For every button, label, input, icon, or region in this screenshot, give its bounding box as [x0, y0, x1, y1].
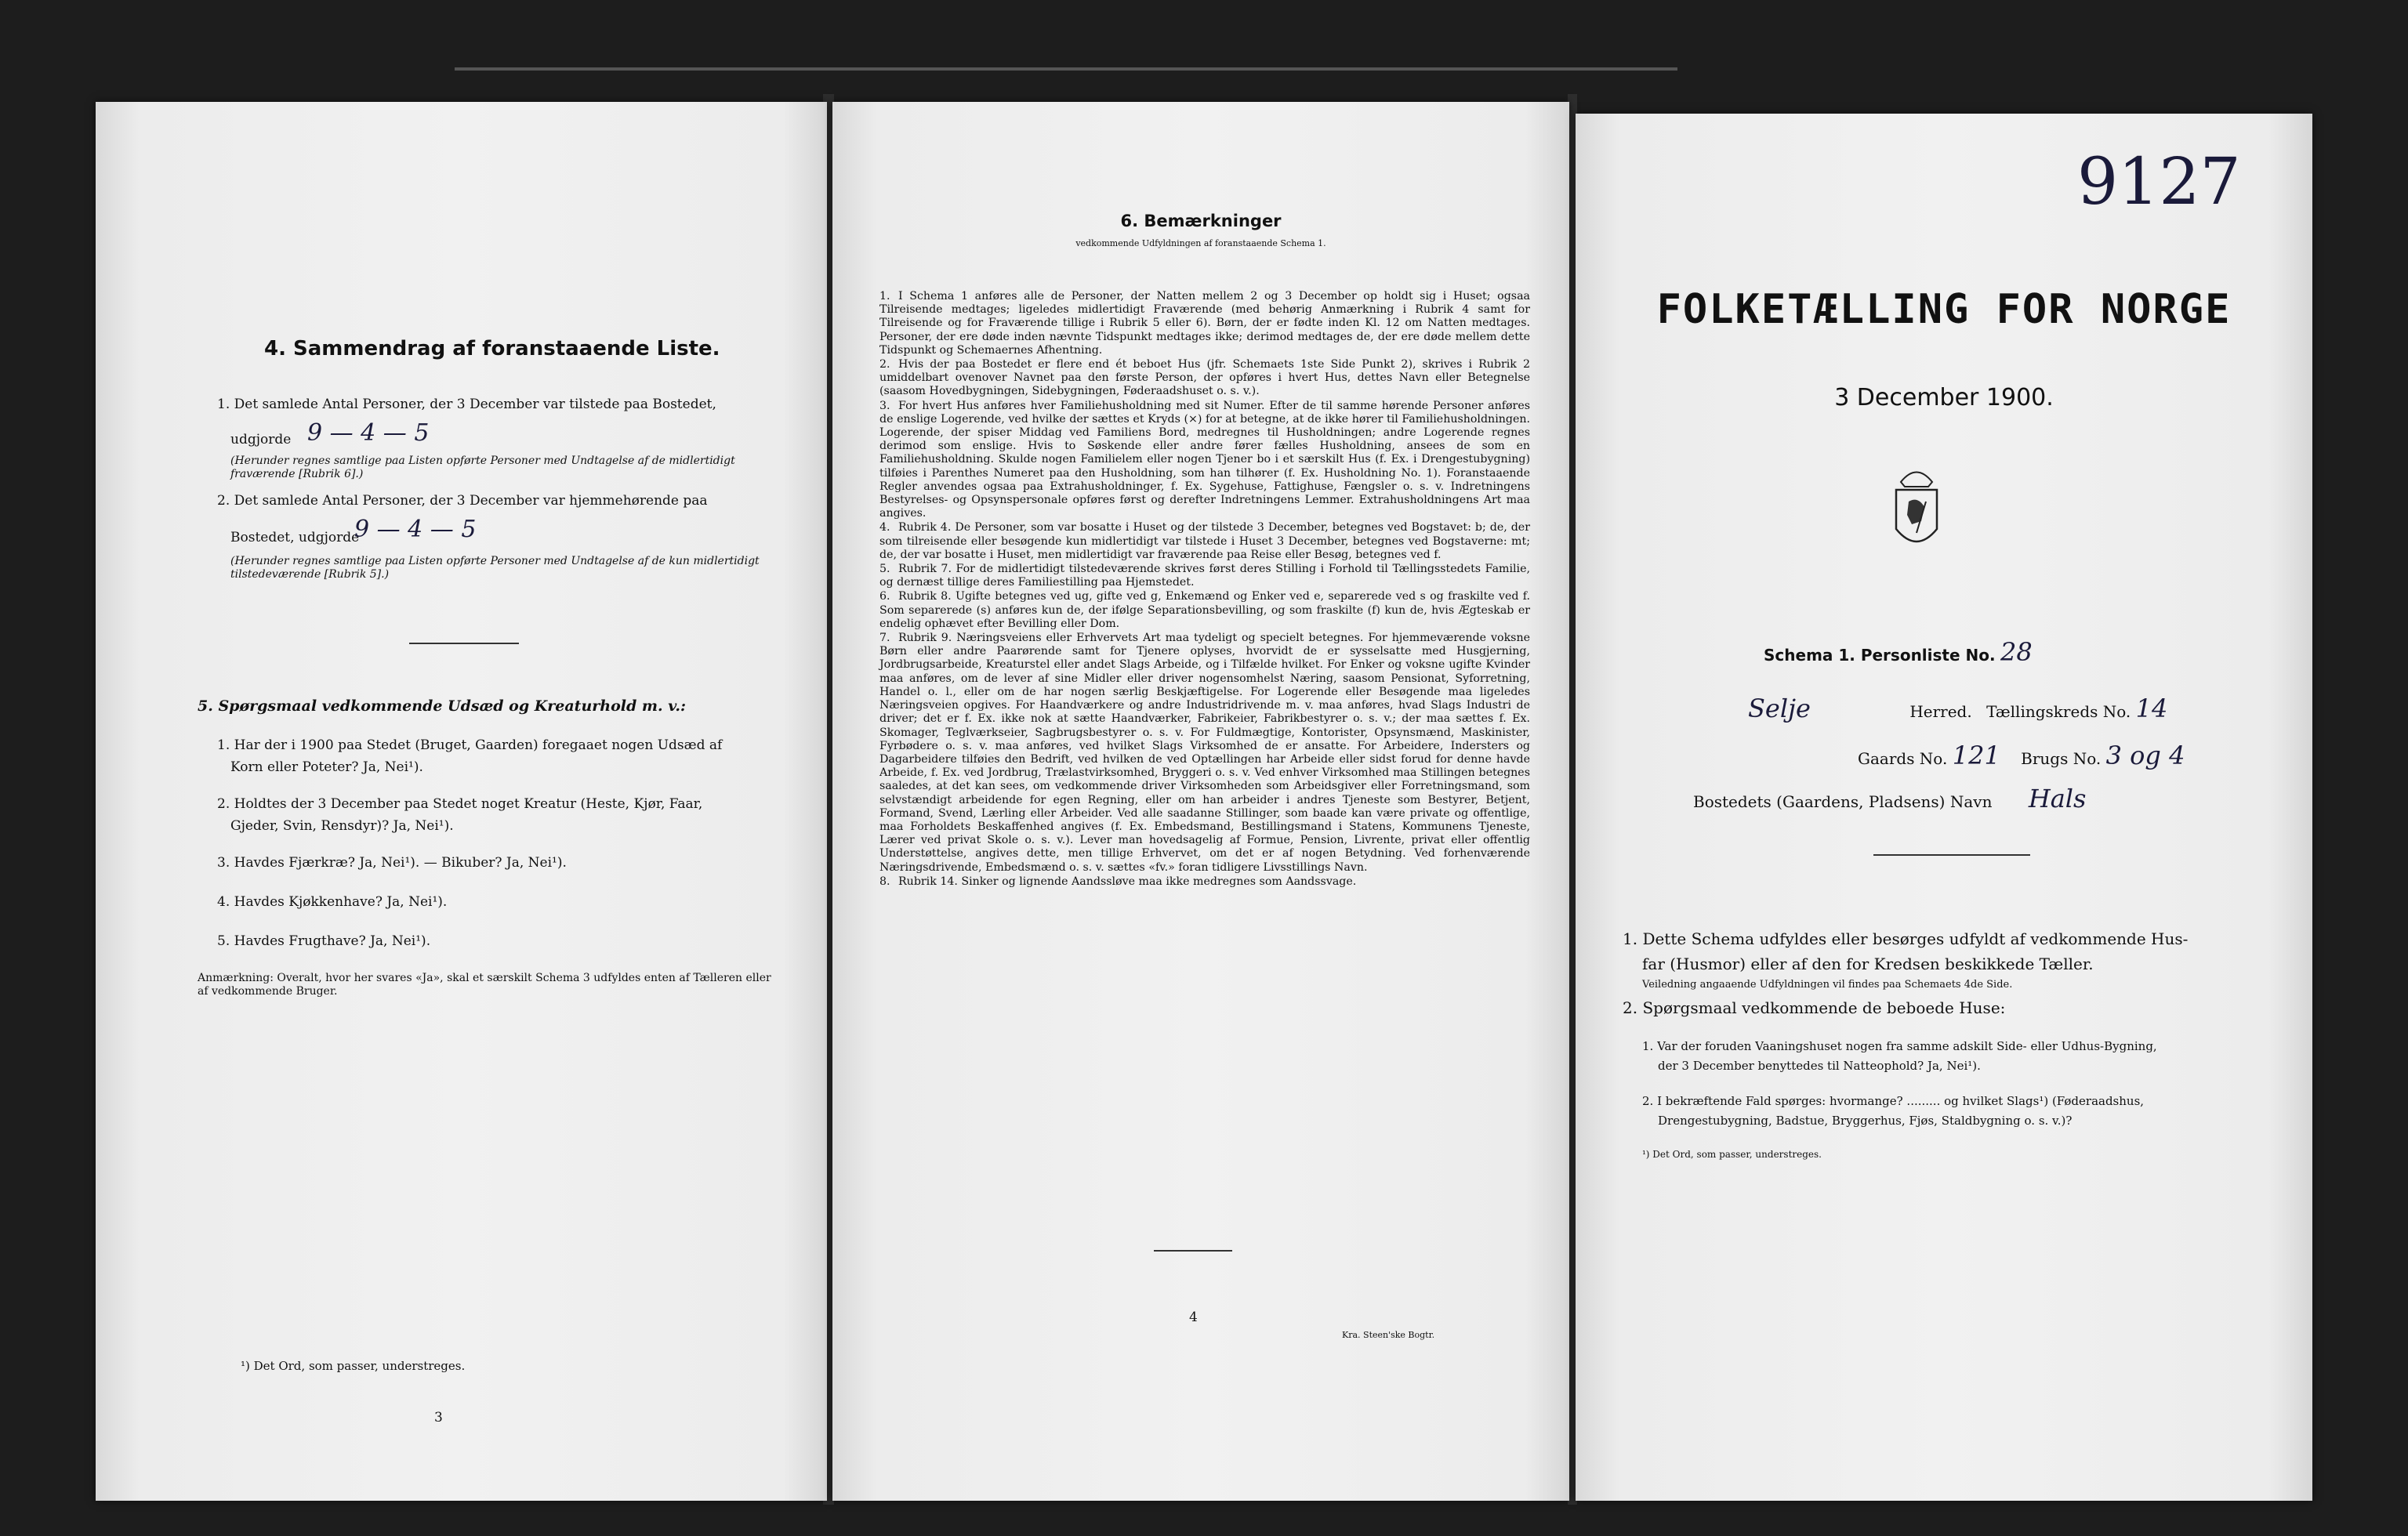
scan-top-edge — [455, 67, 1677, 71]
item2-line1: 2. Det samlede Antal Personer, der 3 December var hjemmehørende paa — [217, 493, 708, 509]
item2-note: (Herunder regnes samtlige paa Listen opførte Personer med Undtagelse af de kun midlertidigt tilstedeværende [Rubrik 5].) — [230, 555, 760, 581]
cover-date: 3 December 1900. — [1834, 384, 2054, 411]
question-2b: Drengestubygning, Badstue, Bryggerhus, Fjøs, Staldbygning o. s. v.)? — [1658, 1114, 2073, 1128]
schema-label: Schema 1. Personliste No. 28 — [1764, 637, 2033, 667]
q5: 5. Havdes Frugthave? Ja, Nei¹). — [217, 933, 431, 949]
q1-line2: Korn eller Poteter? Ja, Nei¹). — [230, 759, 423, 775]
item1-note: (Herunder regnes samtlige paa Listen opførte Personer med Undtagelse af de midlertidigt fraværende [Rubrik 6].) — [230, 455, 735, 480]
instruction-1b: far (Husmor) eller af den for Kredsen beskikkede Tæller. — [1642, 955, 2094, 973]
question-1b: der 3 December benyttedes til Natteophold? Ja, Nei¹). — [1658, 1059, 1981, 1073]
cover-title: FOLKETÆLLING FOR NORGE — [1656, 286, 2232, 333]
footnote: ¹) Det Ord, som passer, understreges. — [241, 1359, 466, 1373]
note-item: 6. Rubrik 8. Ugifte betegnes ved ug, gifte ved g, Enkemænd og Enker ved e, separerede ved s og fraskilte ved f. Som separerede (s) anføres kun de, der ifølge Separationsbevilling, og som fraskilte (f) kun de, hvis Ægteskab er endelig ophævet efter Bevilling eller Dom. — [879, 590, 1530, 630]
question-2a: 2. I bekræftende Fald spørges: hvormange? ......... og hvilket Slags¹) (Føderaadshus, — [1642, 1094, 2145, 1108]
note-item: 1. I Schema 1 anføres alle de Personer, der Natten mellem 2 og 3 December op holdt sig i Huset; ogsaa Tilreisende medtages; ligeledes midlertidigt Fraværende (med behørig Anmærkning i Rubrik 4 samt for Tilreisende og for Fraværende tillige i Rubrik 5 eller 6). Børn, der er fødte inden Kl. 12 om Natten medtages. Personer, der ere døde inden nævnte Tidspunkt medtages ikke; derimod medtages de, der ere døde mellem dette Tidspunkt og Schemaernes Afhentning. — [879, 290, 1530, 357]
herred-name: Selje — [1748, 694, 1811, 723]
divider — [1154, 1250, 1232, 1252]
item1-line2: udgjorde — [230, 432, 292, 447]
note-item: 2. Hvis der paa Bostedet er flere end ét beboet Hus (jfr. Schemaets 1ste Side Punkt 2), skrives i Rubrik 2 umiddelbart ovenover Navnet paa den første Person, der opføres i hvert Hus, dettes Navn eller Betegnelse (saasom Hovedbygningen, Sidebygningen, Føderaadshuset o. s. v.). — [879, 358, 1530, 398]
footnote: ¹) Det Ord, som passer, understreges. — [1642, 1149, 1822, 1160]
coat-of-arms-icon — [1885, 458, 1948, 560]
page-number: 3 — [434, 1410, 443, 1426]
notes-list — [879, 290, 1530, 889]
q1-line1: 1. Har der i 1900 paa Stedet (Bruget, Gaarden) foregaaet nogen Udsæd af — [217, 737, 723, 753]
question-1a: 1. Var der foruden Vaaningshuset nogen fra samme adskilt Side- eller Udhus-Bygning, — [1642, 1039, 2157, 1053]
q3: 3. Havdes Fjærkræ? Ja, Nei¹). — Bikuber? Ja, Nei¹). — [217, 855, 567, 871]
q2-line2: Gjeder, Svin, Rensdyr)? Ja, Nei¹). — [230, 818, 454, 834]
gaards-row: Gaards No. 121 Brugs No. 3 og 4 — [1858, 741, 2185, 770]
item1-handwritten: 9 — 4 — 5 — [307, 419, 430, 447]
instruction-1c: Veiledning angaaende Udfyldningen vil findes paa Schemaets 4de Side. — [1642, 979, 2013, 991]
section-5-title: 5. Spørgsmaal vedkommende Udsæd og Kreaturhold m. v.: — [198, 697, 686, 715]
section-4-title: 4. Sammendrag af foranstaaende Liste. — [264, 337, 720, 360]
item2-handwritten: 9 — 4 — 5 — [354, 516, 477, 543]
gaards-number: 121 — [1952, 741, 2000, 770]
page-number: 4 — [1189, 1310, 1198, 1325]
note-item: 5. Rubrik 7. For de midlertidigt tilstedeværende skrives først deres Stilling i Forhold til Tællingsstedets Familie, og dernæst tillige deres Familiestilling paa Hjemstedet. — [879, 563, 1530, 589]
section-6-subtitle: vedkommende Udfyldningen af foranstaaende Schema 1. — [1075, 238, 1326, 248]
brugs-number: 3 og 4 — [2105, 741, 2185, 770]
note-item: 3. For hvert Hus anføres hver Familiehusholdning med sit Numer. Efter de til samme hørende Personer anføres de enslige Logerende, ved hvilke der sættes et Kryds (×) for at betegne, at de ikke hører til Familiehusholdningen. Logerende, der spiser Middag ved Familiens Bord, medregnes til Husholdningen; andre Logerende regnes derimod som enslige. Hvis to Søskende eller andre fører fælles Husholdning, ansees de som en Familiehusholdning. Skulde nogen Familielem eller nogen Tjener bo i et særskilt Hus (f. Ex. i Drengestubygning) tilføies i Parenthes Numeret paa den Husholdning, som han tilhører (f. Ex. Husholdning No. 1). Foranstaaende Regler anvendes ogsaa paa Extrahusholdninger, f. Ex. Sygehuse, Fattighuse, Fængsler o. s. v. Indretningens Bestyrelses- og Opsynspersonale opføres først og derefter Indretningens Lemmer. Extrahusholdningens Art maa angives. — [879, 399, 1530, 520]
instruction-2: 2. Spørgsmaal vedkommende de beboede Huse: — [1623, 998, 2006, 1017]
item1-line1: 1. Det samlede Antal Personer, der 3 December var tilstede paa Bostedet, — [217, 397, 716, 412]
herred-row: Selje Herred. Tællingskreds No. 14 — [1748, 694, 2168, 723]
printer-imprint: Kra. Steen'ske Bogtr. — [1342, 1330, 1435, 1340]
cover-page — [1576, 114, 2312, 1501]
note-item: 8. Rubrik 14. Sinker og lignende Aandssløve maa ikke medregnes som Aandssvage. — [879, 875, 1357, 888]
q2-line1: 2. Holdtes der 3 December paa Stedet noget Kreatur (Heste, Kjør, Faar, — [217, 796, 703, 812]
kreds-number: 14 — [2135, 694, 2168, 723]
bosted-row: Bostedets (Gaardens, Pladsens) Navn Hals — [1693, 784, 2087, 813]
schema-number: 28 — [2000, 637, 2033, 667]
instruction-1a: 1. Dette Schema udfyldes eller besørges udfyldt af vedkommende Hus- — [1623, 929, 2189, 948]
page-4 — [832, 102, 1569, 1501]
q4: 4. Havdes Kjøkkenhave? Ja, Nei¹). — [217, 894, 448, 910]
divider — [409, 643, 519, 644]
ornament-divider — [1873, 854, 2030, 856]
archive-number: 9127 — [2077, 145, 2241, 219]
note-item: 7. Rubrik 9. Næringsveiens eller Erhvervets Art maa tydeligt og specielt betegnes. For hjemmeværende voksne Børn eller andre Paarørende samt for Tjenere oplyses, hvorvidt de er sysselsatte med Husgjerning, Jordbrugsarbeide, Kreaturstel eller andet Slags Arbeide, og i Tilfælde hvilket. For Enker og voksne ugifte Kvinder maa anføres, om de lever af sine Midler eller driver nogensomhelst Næring, saasom Pensionat, Syforretning, Handel o. l., eller om de har nogen særlig Beskjæftigelse. For Logerende eller Besøgende maa ligeledes Næringsveien opgives. For Haandværkere og andre Industridrivende m. v. maa anføres, hvad Slags Industri de driver; det er f. Ex. ikke nok at sætte Haandværker, Fabrikeier, Fabrikbestyrer o. s. v.; der maa sættes f. Ex. Skomager, Teglværkseier, Sagbrugsbestyrer o. s. v. For Fuldmægtige, Kontorister, Opsynsmænd, Maskinister, Fyrbødere o. s. v. maa anføres, ved hvilket Slags Virksomhed de er ansatte. For Arbeidere, Indersters og Dagarbeidere tilføies den Bedrift, ved hvilken de ved Optællingen har Arbeide eller sidst forud for denne havde Arbeide, f. Ex. ved Jordbrug, Trælastvirksomhed, Bryggeri o. s. v. Ved enhver Virksomhed maa Stillingen betegnes saaledes, at det kan sees, om vedkommende driver Virksomheden som Arbeidsgiver eller Forretningsmand, som selvstændigt arbeidende for egen Regning, eller om han arbeider i andres Tjeneste som Bestyrer, Betjent, Formand, Svend, Lærling eller Arbeider. Ved alle saadanne Stillinger, som baade kan være private og offentlige, maa Forholdets Beskaffenhed angives (f. Ex. Embedsmand, Bestillingsmand i Statens, Kommunens Tjeneste, Lærer ved privat Skole o. s. v.). Lever man hovedsagelig af Formue, Pension, Livrente, privat eller offentlig Understøttelse, angives dette, men tillige Erhvervet, om det er af nogen Betydning. Ved forhenværende Næringsdrivende, Embedsmænd o. s. v. sættes «fv.» foran tidligere Livsstillings Navn. — [879, 632, 1530, 874]
remark: Anmærkning: Overalt, hvor her svares «Ja», skal et særskilt Schema 3 udfyldes enten af Tælleren eller af vedkommende Bruger. — [198, 972, 771, 998]
page-3 — [96, 102, 827, 1501]
section-6-title: 6. Bemærkninger — [1120, 212, 1282, 230]
note-item: 4. Rubrik 4. De Personer, som var bosatte i Huset og der tilstede 3 December, betegnes ved Bogstavet: b; de, der som tilreisende eller besøgende kun midlertidigt var tilstede i Huset 3 December, betegnes ved Bogstaverne: mt; de, der var bosatte i Huset, men midlertidigt var fraværende paa Reise eller Besøg, betegnes ved f. — [879, 521, 1530, 561]
item2-line2: Bostedet, udgjorde — [230, 530, 360, 545]
bosted-name: Hals — [2028, 784, 2087, 813]
